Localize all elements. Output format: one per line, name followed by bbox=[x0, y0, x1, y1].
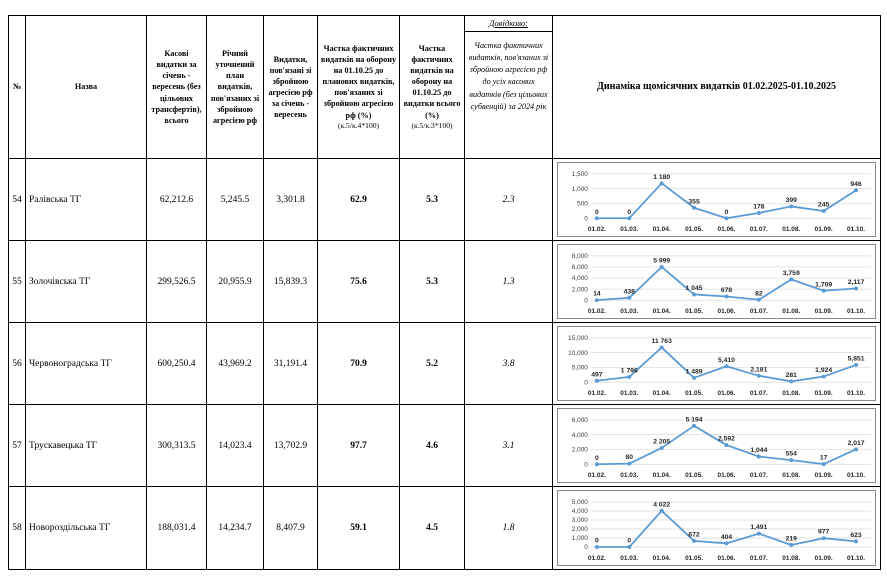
svg-text:2,000: 2,000 bbox=[571, 526, 588, 534]
cash-expenditures-value: 300,313.5 bbox=[147, 405, 207, 487]
svg-text:1,491: 1,491 bbox=[750, 524, 768, 532]
row-number: 58 bbox=[9, 487, 26, 569]
svg-text:01.07.: 01.07. bbox=[749, 472, 768, 480]
svg-text:10,000: 10,000 bbox=[568, 349, 588, 357]
svg-text:5,000: 5,000 bbox=[571, 499, 588, 507]
svg-text:01.07.: 01.07. bbox=[749, 226, 768, 234]
chart-cell bbox=[553, 487, 880, 569]
header-cash-expenditures bbox=[147, 16, 207, 159]
svg-text:01.06.: 01.06. bbox=[717, 308, 736, 316]
svg-text:399: 399 bbox=[785, 197, 797, 204]
share-of-plan-value: 70.9 bbox=[318, 323, 400, 405]
svg-text:0: 0 bbox=[584, 215, 588, 223]
svg-text:4,000: 4,000 bbox=[571, 508, 588, 516]
hromada-name: Новороздільська ТГ bbox=[26, 487, 147, 569]
svg-text:11 763: 11 763 bbox=[651, 338, 672, 345]
header-share-of-total-label: Частка фактичних видатків на оборону на 01.10.25 до видатки всього (%) bbox=[403, 44, 461, 120]
svg-text:01.08.: 01.08. bbox=[782, 554, 801, 563]
chart-cell bbox=[553, 241, 880, 323]
header-share-of-total-formula: (к.5/к.3*100) bbox=[411, 120, 453, 130]
svg-text:01.03.: 01.03. bbox=[620, 308, 639, 316]
svg-text:0: 0 bbox=[724, 208, 729, 216]
annual-plan-value: 43,969.2 bbox=[207, 323, 264, 405]
header-dynamics-chart-label: Динаміка щомісячних видатків 01.02.2025-01.10.2025 bbox=[596, 81, 837, 93]
svg-text:0: 0 bbox=[627, 537, 632, 545]
row-number: 55 bbox=[9, 241, 26, 323]
svg-text:01.04.: 01.04. bbox=[652, 390, 671, 398]
row-number: 57 bbox=[9, 405, 26, 487]
svg-text:2,000: 2,000 bbox=[571, 446, 588, 454]
svg-text:01.02.: 01.02. bbox=[587, 390, 606, 398]
svg-text:438: 438 bbox=[623, 288, 635, 296]
svg-text:500: 500 bbox=[577, 200, 588, 208]
svg-text:0: 0 bbox=[584, 297, 588, 305]
reference-value: 1.8 bbox=[465, 487, 553, 569]
svg-text:01.10.: 01.10. bbox=[847, 226, 866, 234]
war-expenditures-value: 3,301.8 bbox=[264, 159, 318, 241]
header-cash-expenditures-label: Касові видатки за січень - вересень (без цільових трансфертів), всього bbox=[151, 49, 202, 125]
svg-text:01.06.: 01.06. bbox=[717, 390, 736, 398]
svg-text:01.02.: 01.02. bbox=[587, 308, 606, 316]
header-number-label: № bbox=[12, 82, 22, 92]
svg-text:5 194: 5 194 bbox=[685, 416, 703, 424]
svg-text:1,000: 1,000 bbox=[571, 185, 588, 193]
svg-text:1,000: 1,000 bbox=[571, 535, 588, 543]
svg-text:2 205: 2 205 bbox=[653, 438, 671, 446]
svg-text:01.05.: 01.05. bbox=[685, 226, 704, 234]
header-reference-title: Довідково: bbox=[465, 16, 552, 32]
svg-text:0: 0 bbox=[594, 454, 599, 462]
svg-text:245: 245 bbox=[818, 201, 830, 209]
annual-plan-value: 20,955.9 bbox=[207, 241, 264, 323]
svg-text:01.04.: 01.04. bbox=[652, 308, 671, 316]
monthly-dynamics-chart bbox=[557, 490, 876, 566]
svg-text:1 045: 1 045 bbox=[685, 285, 703, 292]
svg-text:01.06.: 01.06. bbox=[717, 554, 736, 563]
svg-text:2,017: 2,017 bbox=[847, 439, 865, 447]
svg-text:01.05.: 01.05. bbox=[685, 472, 704, 480]
svg-text:80: 80 bbox=[625, 454, 634, 462]
share-of-plan-value: 62.9 bbox=[318, 159, 400, 241]
svg-text:0: 0 bbox=[594, 208, 599, 216]
svg-text:1 180: 1 180 bbox=[653, 173, 671, 181]
svg-text:01.02.: 01.02. bbox=[587, 226, 606, 234]
svg-text:01.10.: 01.10. bbox=[847, 390, 866, 398]
cash-expenditures-value: 299,526.5 bbox=[147, 241, 207, 323]
row-number: 54 bbox=[9, 159, 26, 241]
svg-text:623: 623 bbox=[850, 531, 862, 539]
svg-text:01.04.: 01.04. bbox=[652, 554, 671, 563]
share-of-total-value: 5.3 bbox=[400, 241, 465, 323]
annual-plan-value: 14,234.7 bbox=[207, 487, 264, 569]
svg-text:15,000: 15,000 bbox=[568, 335, 588, 343]
hromada-name: Червоноградська ТГ bbox=[26, 323, 147, 405]
svg-text:554: 554 bbox=[785, 450, 797, 458]
header-annual-plan-label: Річний уточнений план видатків, пов'язаних зі збройною агресією рф bbox=[210, 49, 260, 125]
svg-text:8,000: 8,000 bbox=[571, 253, 588, 261]
svg-text:01.05.: 01.05. bbox=[685, 554, 704, 563]
svg-text:01.05.: 01.05. bbox=[685, 390, 704, 398]
svg-text:01.03.: 01.03. bbox=[620, 226, 639, 234]
svg-text:01.03.: 01.03. bbox=[620, 554, 639, 563]
svg-text:1,500: 1,500 bbox=[571, 171, 588, 179]
svg-text:355: 355 bbox=[688, 198, 700, 206]
svg-text:2,592: 2,592 bbox=[717, 435, 735, 443]
cash-expenditures-value: 188,031.4 bbox=[147, 487, 207, 569]
monthly-dynamics-chart bbox=[557, 244, 876, 319]
svg-text:01.10.: 01.10. bbox=[847, 472, 866, 480]
svg-text:672: 672 bbox=[688, 531, 700, 539]
svg-text:01.10.: 01.10. bbox=[847, 554, 866, 563]
svg-text:1 489: 1 489 bbox=[685, 368, 703, 376]
annual-plan-value: 14,023.4 bbox=[207, 405, 264, 487]
svg-text:01.06.: 01.06. bbox=[717, 472, 736, 480]
svg-text:497: 497 bbox=[591, 371, 603, 379]
svg-text:01.04.: 01.04. bbox=[652, 226, 671, 234]
header-war-expenditures-label: Видатки, пов'язані зі збройною агресією рф за січень - вересень bbox=[268, 54, 313, 120]
cash-expenditures-value: 62,212.6 bbox=[147, 159, 207, 241]
svg-text:82: 82 bbox=[755, 290, 763, 298]
svg-text:219: 219 bbox=[785, 535, 797, 543]
svg-text:01.07.: 01.07. bbox=[749, 390, 768, 398]
expenditures-table bbox=[8, 15, 881, 570]
row-number: 56 bbox=[9, 323, 26, 405]
header-number bbox=[9, 16, 26, 159]
svg-text:0: 0 bbox=[594, 537, 599, 545]
svg-text:01.03.: 01.03. bbox=[620, 472, 639, 480]
monthly-dynamics-chart bbox=[557, 408, 876, 483]
svg-text:01.07.: 01.07. bbox=[749, 308, 768, 316]
annual-plan-value: 5,245.5 bbox=[207, 159, 264, 241]
war-expenditures-value: 8,407.9 bbox=[264, 487, 318, 569]
share-of-total-value: 4.5 bbox=[400, 487, 465, 569]
svg-text:1,709: 1,709 bbox=[815, 281, 833, 289]
share-of-plan-value: 75.6 bbox=[318, 241, 400, 323]
svg-text:01.08.: 01.08. bbox=[782, 390, 801, 398]
svg-text:2,000: 2,000 bbox=[571, 286, 588, 294]
svg-text:281: 281 bbox=[785, 371, 797, 379]
svg-text:01.03.: 01.03. bbox=[620, 390, 639, 398]
svg-text:3,759: 3,759 bbox=[782, 269, 800, 277]
reference-value: 3.8 bbox=[465, 323, 553, 405]
share-of-total-value: 5.2 bbox=[400, 323, 465, 405]
svg-text:01.08.: 01.08. bbox=[782, 226, 801, 234]
svg-text:01.08.: 01.08. bbox=[782, 308, 801, 316]
cash-expenditures-value: 600,250.4 bbox=[147, 323, 207, 405]
svg-text:01.09.: 01.09. bbox=[814, 472, 833, 480]
svg-text:1,044: 1,044 bbox=[750, 447, 768, 455]
svg-text:6,000: 6,000 bbox=[571, 264, 588, 272]
svg-text:1 796: 1 796 bbox=[620, 367, 638, 375]
svg-text:1,924: 1,924 bbox=[815, 367, 833, 375]
svg-text:01.02.: 01.02. bbox=[587, 472, 606, 480]
svg-text:0: 0 bbox=[584, 544, 588, 552]
svg-text:01.08.: 01.08. bbox=[782, 472, 801, 480]
header-reference bbox=[465, 16, 553, 159]
war-expenditures-value: 13,702.9 bbox=[264, 405, 318, 487]
svg-text:5 999: 5 999 bbox=[653, 257, 671, 265]
reference-value: 3.1 bbox=[465, 405, 553, 487]
svg-text:01.07.: 01.07. bbox=[749, 554, 768, 563]
svg-text:5,410: 5,410 bbox=[717, 356, 735, 364]
svg-text:2,181: 2,181 bbox=[750, 366, 768, 374]
svg-text:977: 977 bbox=[818, 528, 830, 536]
hromada-name: Золочівська ТГ bbox=[26, 241, 147, 323]
share-of-total-value: 5.3 bbox=[400, 159, 465, 241]
svg-text:4,000: 4,000 bbox=[571, 431, 588, 439]
header-reference-description: Частка фактичних видатків, пов'язаних зі збройною агресією рф до усіх касових видатків (без цільових субвенцій) за 2024 рік bbox=[468, 40, 549, 112]
svg-text:2,117: 2,117 bbox=[847, 279, 865, 287]
header-dynamics-chart bbox=[553, 16, 880, 159]
svg-text:01.09.: 01.09. bbox=[814, 226, 833, 234]
svg-text:01.02.: 01.02. bbox=[587, 554, 606, 563]
svg-text:4 022: 4 022 bbox=[653, 501, 671, 509]
svg-text:01.09.: 01.09. bbox=[814, 554, 833, 563]
svg-text:5,000: 5,000 bbox=[571, 364, 588, 372]
war-expenditures-value: 15,839.3 bbox=[264, 241, 318, 323]
monthly-dynamics-chart bbox=[557, 162, 876, 237]
svg-text:6,000: 6,000 bbox=[571, 417, 588, 425]
svg-text:01.09.: 01.09. bbox=[814, 390, 833, 398]
chart-cell bbox=[553, 323, 880, 405]
header-share-of-plan bbox=[318, 16, 400, 159]
svg-text:0: 0 bbox=[584, 379, 588, 387]
header-share-of-plan-formula: (к.5/к.4*100) bbox=[337, 120, 380, 130]
svg-text:17: 17 bbox=[819, 454, 828, 462]
header-annual-plan bbox=[207, 16, 264, 159]
svg-text:0: 0 bbox=[584, 461, 588, 469]
share-of-plan-value: 97.7 bbox=[318, 405, 400, 487]
war-expenditures-value: 31,191.4 bbox=[264, 323, 318, 405]
svg-text:404: 404 bbox=[720, 533, 733, 541]
share-of-total-value: 4.6 bbox=[400, 405, 465, 487]
header-war-expenditures bbox=[264, 16, 318, 159]
svg-text:0: 0 bbox=[627, 208, 632, 216]
reference-value: 1.3 bbox=[465, 241, 553, 323]
svg-text:14: 14 bbox=[593, 290, 601, 298]
header-name bbox=[26, 16, 147, 159]
svg-text:178: 178 bbox=[753, 203, 765, 211]
chart-cell bbox=[553, 159, 880, 241]
monthly-dynamics-chart bbox=[557, 326, 876, 401]
svg-text:678: 678 bbox=[720, 287, 733, 295]
reference-value: 2.3 bbox=[465, 159, 553, 241]
hromada-name: Ралівська ТГ bbox=[26, 159, 147, 241]
hromada-name: Трускавецька ТГ bbox=[26, 405, 147, 487]
svg-text:01.09.: 01.09. bbox=[814, 308, 833, 316]
share-of-plan-value: 59.1 bbox=[318, 487, 400, 569]
header-name-label: Назва bbox=[74, 82, 98, 92]
svg-text:01.04.: 01.04. bbox=[652, 472, 671, 480]
header-share-of-plan-label: Частка фактичних видатків на оборону на 01.10.25 до планових видатків, пов'язаних зі збройною агресією рф (%) bbox=[320, 44, 397, 120]
svg-text:4,000: 4,000 bbox=[571, 275, 588, 283]
svg-text:5,851: 5,851 bbox=[847, 355, 865, 363]
svg-text:01.05.: 01.05. bbox=[685, 308, 704, 316]
svg-text:01.10.: 01.10. bbox=[847, 308, 866, 316]
svg-text:946: 946 bbox=[850, 180, 862, 188]
header-share-of-total bbox=[400, 16, 465, 159]
chart-cell bbox=[553, 405, 880, 487]
svg-text:01.06.: 01.06. bbox=[717, 226, 736, 234]
svg-text:3,000: 3,000 bbox=[571, 517, 588, 525]
